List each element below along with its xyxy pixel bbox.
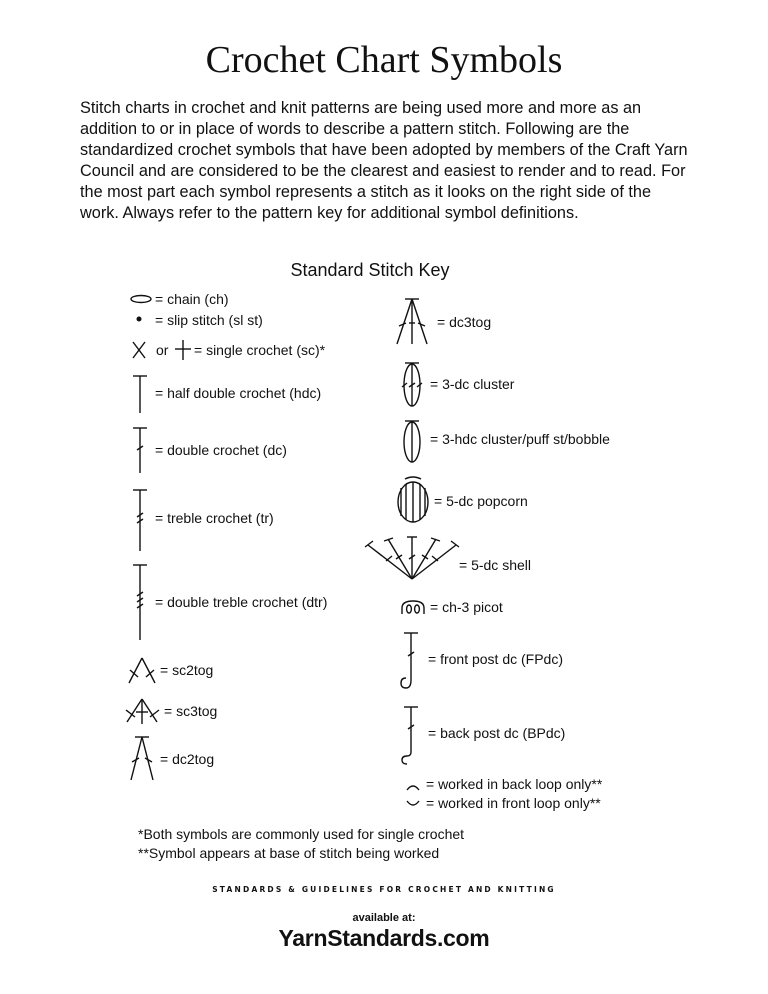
treble-label: = treble crochet (tr)	[155, 510, 274, 526]
footnote-single: *Both symbols are commonly used for single crochet	[138, 826, 465, 842]
intro-paragraph: Stitch charts in crochet and knit patterns are being used more and more as an addition to or in place of words to describe a pattern stitch. Following are the standardized crochet symbols that have been adopted by members of the Craft Yarn Council and are considered to be the clearest and easiest to render and to read. For the most part each symbol represents a stitch as it looks on the right side of the work. Always refer to the pattern key for additional symbol definitions.	[80, 99, 688, 222]
hdc-cluster-label: = 3-hdc cluster/puff st/bobble	[430, 431, 610, 447]
dc-label: = double crochet (dc)	[155, 442, 287, 458]
hdc-label: = half double crochet (hdc)	[155, 385, 322, 401]
sc-plus-icon	[174, 339, 192, 361]
dc3tog-label: = dc3tog	[437, 314, 492, 330]
popcorn-label: = 5-dc popcorn	[434, 493, 528, 509]
sc3tog-label: = sc3tog	[164, 703, 218, 719]
footnote-double: **Symbol appears at base of stitch being worked	[138, 845, 440, 861]
sc3tog-icon	[124, 696, 164, 726]
back-loop-label: = worked in back loop only**	[426, 776, 603, 792]
shell-icon	[364, 535, 460, 581]
chain-icon	[129, 293, 153, 305]
back-post-label: = back post dc (BPdc)	[428, 725, 566, 741]
double-treble-icon	[129, 562, 153, 642]
dc-icon	[129, 425, 153, 475]
back-loop-icon	[405, 782, 421, 792]
double-treble-label: = double treble crochet (dtr)	[155, 594, 328, 610]
front-post-label: = front post dc (FPdc)	[428, 651, 563, 667]
standards-banner: STANDARDS & GUIDELINES FOR CROCHET AND KNITTING	[212, 885, 556, 894]
key-heading: Standard Stitch Key	[290, 260, 450, 280]
hdc-icon	[129, 373, 153, 415]
hdc-cluster-icon	[399, 418, 425, 464]
sc2tog-icon	[126, 655, 158, 685]
popcorn-icon	[394, 474, 432, 524]
sc-or-label: or	[156, 342, 169, 358]
dc2tog-icon	[126, 734, 158, 782]
picot-icon	[399, 598, 427, 618]
front-post-icon	[398, 630, 424, 692]
available-at-label: available at:	[352, 912, 416, 924]
front-loop-icon	[405, 799, 421, 809]
slip-stitch-label: = slip stitch (sl st)	[155, 312, 263, 328]
dc2tog-label: = dc2tog	[160, 751, 215, 767]
dc-cluster-icon	[399, 360, 425, 408]
shell-label: = 5-dc shell	[459, 557, 531, 573]
slip-stitch-icon	[134, 314, 144, 324]
back-post-icon	[398, 704, 424, 766]
chain-label: = chain (ch)	[155, 291, 229, 307]
picot-label: = ch-3 picot	[430, 599, 503, 615]
yarnstandards-link[interactable]: YarnStandards.com	[278, 925, 490, 951]
dc-cluster-label: = 3-dc cluster	[430, 376, 515, 392]
dc3tog-icon	[392, 296, 432, 346]
sc2tog-label: = sc2tog	[160, 662, 214, 678]
treble-icon	[129, 487, 153, 553]
front-loop-label: = worked in front loop only**	[426, 795, 601, 811]
sc-label: = single crochet (sc)*	[194, 342, 326, 358]
sc-x-icon	[130, 340, 148, 360]
page-title: Crochet Chart Symbols	[205, 39, 563, 81]
